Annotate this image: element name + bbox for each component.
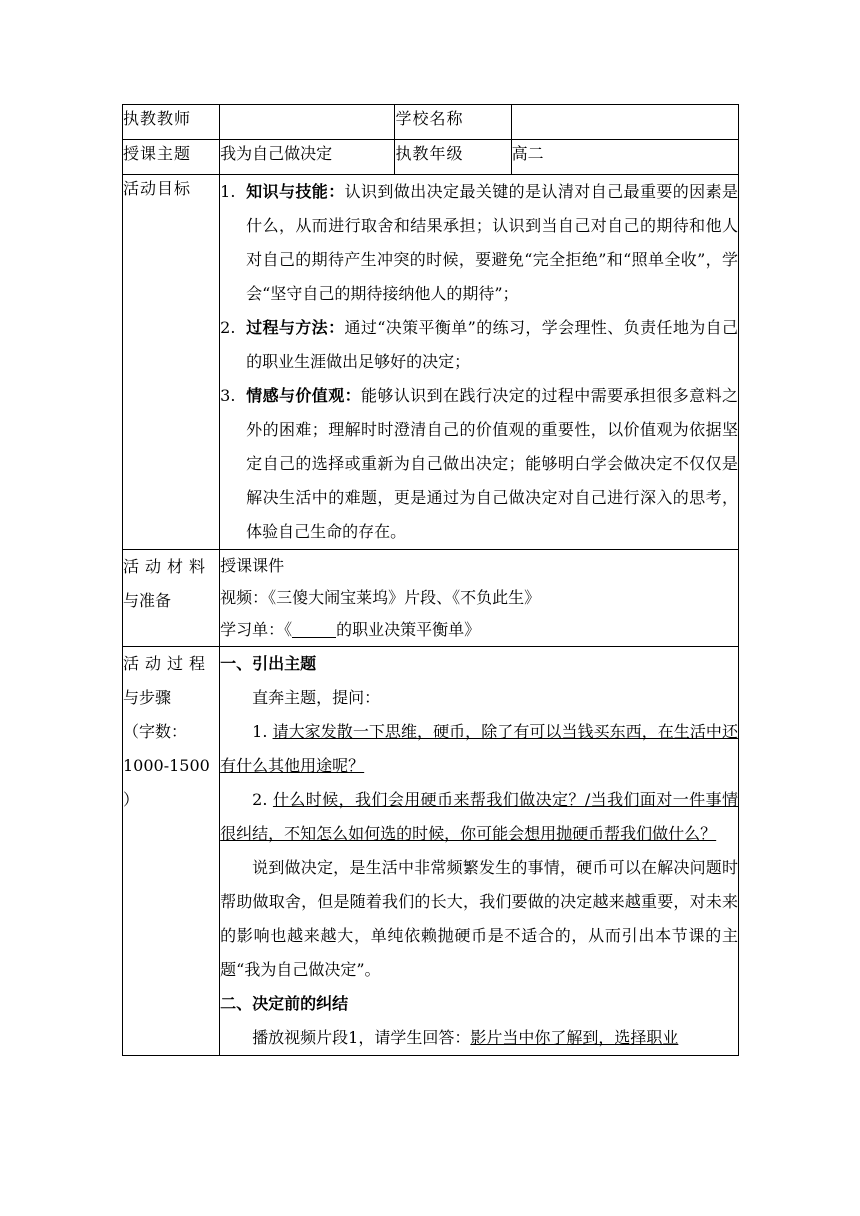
goal-heading: 过程与方法：	[246, 318, 345, 337]
row-teacher-school	[123, 105, 739, 140]
goal-heading: 知识与技能：	[246, 182, 345, 201]
paragraph: 说到做决定，是生活中非常频繁发生的事情，硬币可以在解决问题时帮助做取舍，但是随着我们的长大，我们要做的决定越来越重要，对未来的影响也越来越大，单纯依赖抛硬币是不适合的，从而引出本节课的主题“我为自己做决定”。	[220, 858, 738, 979]
teacher-label: 执教教师	[123, 105, 220, 140]
materials-line: 学习单：《 的职业决策平衡单》	[220, 620, 481, 639]
row-goals	[123, 175, 739, 550]
row-materials	[123, 550, 739, 647]
goals-content	[220, 175, 739, 550]
goal-text: 认识到做出决定最关键的是认清对自己最重要的因素是什么，从而进行取舍和结果承担；认识到当自己对自己的期待和他人对自己的期待产生冲突的时候，要避免“完全拒绝”和“照单全收”，学会“坚守自己的期待接纳他人的期待”；	[246, 182, 738, 303]
lesson-plan-table	[122, 104, 739, 1056]
question-2: 2. 什么时候，我们会用硬币来帮我们做决定？/当我们面对一件事情很纠结，不知怎么如何选的时候，你可能会想用抛硬币帮我们做什么？	[220, 790, 738, 843]
goal-text: 能够认识到在践行决定的过程中需要承担很多意料之外的困难；理解时时澄清自己的价值观的重要性，以价值观为依据坚定自己的选择或重新为自己做出决定；能够明白学会做决定不仅仅是解决生活中的难题，更是通过为自己做决定对自己进行深入的思考，体验自己生命的存在。	[246, 386, 738, 541]
row-topic-grade	[123, 140, 739, 175]
goal-number: 1.	[220, 182, 236, 201]
goal-item	[220, 379, 738, 549]
section-title: 二、决定前的纠结	[220, 994, 349, 1013]
process-label: 活动过程 与步骤 （字数： 1000-1500 ）	[123, 647, 220, 1056]
paragraph: 播放视频片段1，请学生回答：影片当中你了解到，选择职业	[252, 1028, 679, 1047]
materials-content	[220, 550, 739, 647]
question-1: 1. 请大家发散一下思维，硬币，除了有可以当钱买东西，在生活中还有什么其他用途呢？	[220, 722, 738, 775]
grade-label: 执教年级	[395, 140, 511, 175]
goal-item	[220, 311, 738, 379]
fill-in-blank	[292, 619, 336, 638]
goals-label: 活动目标	[123, 175, 220, 550]
section-title: 一、引出主题	[220, 654, 317, 673]
process-content	[220, 647, 739, 1056]
row-process	[123, 647, 739, 1056]
intro-text: 直奔主题，提问：	[252, 688, 381, 707]
school-label: 学校名称	[395, 105, 511, 140]
topic-label: 授课主题	[123, 140, 220, 175]
goal-number: 3.	[220, 386, 236, 405]
school-value	[511, 105, 738, 140]
materials-label: 活动材料 与准备	[123, 550, 220, 647]
materials-line: 视频：《三傻大闹宝莱坞》片段、《不负此生》	[220, 588, 541, 607]
goal-heading: 情感与价值观：	[246, 386, 362, 405]
materials-line: 授课课件	[220, 556, 285, 575]
grade-value: 高二	[511, 140, 738, 175]
goal-item	[220, 175, 738, 311]
topic-value: 我为自己做决定	[220, 140, 395, 175]
goal-text: 通过“决策平衡单”的练习，学会理性、负责任地为自己的职业生涯做出足够好的决定；	[246, 318, 738, 371]
teacher-value	[220, 105, 395, 140]
goal-number: 2.	[220, 318, 236, 337]
